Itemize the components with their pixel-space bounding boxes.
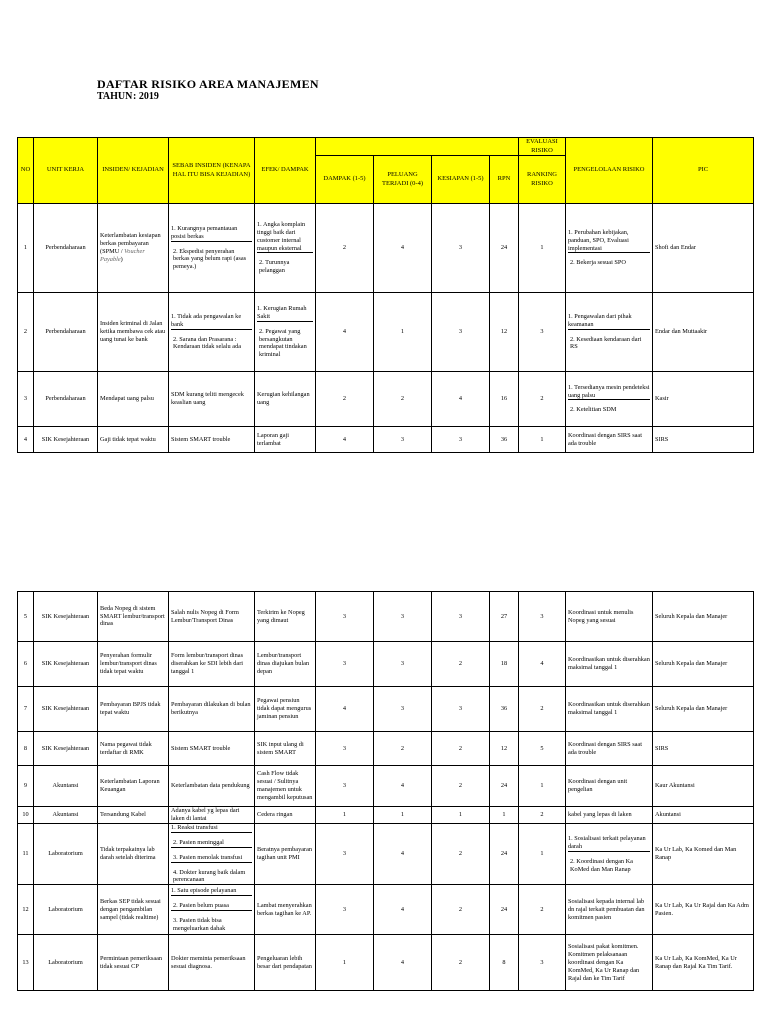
cell-no: 8	[18, 732, 34, 766]
cell-efek-line: Pengeluaran lebih besar dari pendapatan	[257, 954, 312, 970]
cell-pic: Kaur Akuntansi	[653, 766, 754, 807]
cell-efek	[255, 885, 316, 935]
cell-ranking: 4	[519, 642, 566, 687]
cell-rpn: 36	[490, 687, 519, 732]
cell-efek-line: 2. Pegawai yang bersangkutan mendapat tindakan kriminal	[257, 321, 313, 359]
cell-unit: SIK Kesejahteraan	[34, 592, 98, 642]
cell-insiden: Tidak terpakainya lab darah setelah diterima	[98, 824, 169, 885]
cell-pengelolaan-line: Koordinasikan untuk diserahkan maksimal tanggal 1	[568, 701, 650, 716]
cell-pic: SIRS	[653, 732, 754, 766]
cell-unit: SIK Kesejahteraan	[34, 642, 98, 687]
cell-pengelolaan-line: 1. Pengawalan dari pihak keamanan	[568, 312, 632, 328]
table-row	[18, 732, 754, 766]
cell-pengelolaan-line: Koordinasi dengan unit pengelian	[568, 778, 628, 793]
table-row	[18, 592, 754, 642]
cell-pic: Ka Ur Lab, Ka Komed dan Man Ranap	[653, 824, 754, 885]
header-efek: EFEK/ DAMPAK	[255, 138, 316, 204]
cell-unit: Laboratorium	[34, 885, 98, 935]
cell-sebab	[169, 732, 255, 766]
cell-rpn: 16	[490, 372, 519, 427]
cell-dampak: 3	[316, 642, 374, 687]
cell-efek-line: Cedera ringan	[257, 811, 293, 819]
cell-efek-line: Laporan gaji terlambat	[257, 431, 289, 447]
cell-rpn: 24	[490, 885, 519, 935]
cell-pic: Shofi dan Endar	[653, 204, 754, 293]
header-rpn: RPN	[490, 156, 519, 204]
cell-sebab-line: 2. Pasien belum puasa	[171, 895, 252, 910]
cell-pengelolaan-line: 2. Kesediaan kendaraan dari RS	[568, 329, 650, 352]
cell-pengelolaan	[566, 766, 653, 807]
cell-peluang: 4	[374, 935, 432, 991]
cell-pengelolaan	[566, 372, 653, 427]
cell-sebab-line: Sistem SMART trouble	[171, 435, 231, 443]
cell-pic: Seluruh Kepala dan Manajer	[653, 642, 754, 687]
cell-pic: Ka Ur Lab, Ka Ur Rajal dan Ka Adm Pasien.	[653, 885, 754, 935]
cell-ranking: 2	[519, 885, 566, 935]
cell-unit: Perbendaharaan	[34, 372, 98, 427]
header-kesiapan: KESIAPAN (1-5)	[432, 156, 490, 204]
cell-pengelolaan	[566, 204, 653, 293]
cell-pengelolaan	[566, 935, 653, 991]
cell-dampak: 3	[316, 732, 374, 766]
cell-sebab	[169, 427, 255, 453]
cell-kesiapan: 3	[432, 687, 490, 732]
cell-rpn: 12	[490, 732, 519, 766]
cell-insiden: Penyerahan formulir lembur/transport dinas tidak tepat waktu	[98, 642, 169, 687]
cell-sebab-line: 1. Satu episode pelayanan	[171, 887, 237, 895]
cell-ranking: 3	[519, 592, 566, 642]
header-dampak: DAMPAK (1-5)	[316, 156, 374, 204]
cell-pengelolaan	[566, 592, 653, 642]
cell-sebab-line: SDM kurang teliti mengecek keaslian uang	[171, 391, 244, 406]
cell-peluang: 3	[374, 642, 432, 687]
cell-kesiapan: 3	[432, 427, 490, 453]
year-value: : 2019	[133, 91, 159, 102]
cell-no: 4	[18, 427, 34, 453]
cell-insiden: Keterlambatan Laporan Keuangan	[98, 766, 169, 807]
cell-sebab-line: 3. Pasien tidak bisa mengeluarkan dahak	[171, 910, 252, 933]
cell-efek	[255, 687, 316, 732]
cell-pengelolaan-line: Koordinasikan untuk diserahkan maksimal tanggal 1	[568, 656, 650, 671]
cell-pengelolaan	[566, 427, 653, 453]
cell-kesiapan: 3	[432, 293, 490, 372]
cell-sebab-line: Salah nulis Nopeg di Form Lembur/Transport Dinas	[171, 608, 239, 624]
cell-sebab	[169, 824, 255, 885]
cell-ranking: 3	[519, 935, 566, 991]
cell-efek	[255, 204, 316, 293]
header-row-top	[18, 138, 754, 156]
cell-kesiapan: 1	[432, 807, 490, 824]
cell-no: 1	[18, 204, 34, 293]
cell-sebab-line: 3. Pasien menolak transfusi	[171, 847, 252, 862]
cell-pic: SIRS	[653, 427, 754, 453]
cell-no: 12	[18, 885, 34, 935]
cell-efek-line: Beratnya pembayaran tagihan unit PMI	[257, 846, 313, 862]
cell-efek-line: Pegawai pensiun tidak dapat mengurus jaminan pensiun	[257, 697, 312, 720]
cell-insiden: Beda Nopeg di sistem SMART lembur/transport dinas	[98, 592, 169, 642]
cell-peluang: 4	[374, 204, 432, 293]
cell-sebab-line: Dokter meminta pemeriksaan sesuai diagnosa.	[171, 954, 246, 970]
cell-peluang: 2	[374, 372, 432, 427]
cell-pengelolaan-line: kabel yang lepas di laken	[568, 811, 632, 819]
cell-no: 2	[18, 293, 34, 372]
table-row	[18, 885, 754, 935]
cell-efek	[255, 935, 316, 991]
cell-pengelolaan-line: Koordinasi dengan SIRS saat ada trouble	[568, 740, 642, 756]
cell-sebab	[169, 642, 255, 687]
cell-dampak: 1	[316, 807, 374, 824]
cell-pengelolaan	[566, 732, 653, 766]
table-row	[18, 824, 754, 885]
cell-peluang: 2	[374, 732, 432, 766]
cell-pic: Kasir	[653, 372, 754, 427]
cell-pengelolaan-line: Koordinasi untuk menulis Nopeg yang sesuai	[568, 608, 634, 624]
cell-unit: SIK Kesejahteraan	[34, 732, 98, 766]
cell-no: 5	[18, 592, 34, 642]
cell-pengelolaan-line: 2. Ketelitian SDM	[568, 399, 650, 414]
cell-efek-line: SIK input ulang di sistem SMART	[257, 740, 304, 756]
cell-ranking: 1	[519, 204, 566, 293]
cell-rpn: 18	[490, 642, 519, 687]
cell-pic: Akuntansi	[653, 807, 754, 824]
cell-unit: Laboratorium	[34, 935, 98, 991]
cell-peluang: 4	[374, 766, 432, 807]
cell-pengelolaan-line: 1. Tersedianya mesin pendeteksi uang palsu	[568, 383, 650, 399]
cell-ranking: 1	[519, 824, 566, 885]
cell-sebab-line: 1. Reaksi transfusi	[171, 824, 218, 831]
cell-kesiapan: 4	[432, 372, 490, 427]
header-no: NO	[18, 138, 34, 204]
header-blank	[316, 138, 519, 156]
table-row	[18, 807, 754, 824]
cell-kesiapan: 2	[432, 732, 490, 766]
cell-ranking: 3	[519, 293, 566, 372]
cell-rpn: 12	[490, 293, 519, 372]
cell-pengelolaan	[566, 642, 653, 687]
cell-efek	[255, 592, 316, 642]
cell-dampak: 1	[316, 935, 374, 991]
cell-sebab	[169, 885, 255, 935]
cell-pengelolaan	[566, 807, 653, 824]
cell-sebab	[169, 807, 255, 824]
cell-unit: SIK Kesejahteraan	[34, 427, 98, 453]
header-sebab: SEBAB INSIDEN (KENAPA HAL ITU BISA KEJADIAN)	[169, 138, 255, 204]
risk-table-top	[17, 137, 754, 453]
cell-peluang: 4	[374, 824, 432, 885]
table-row	[18, 766, 754, 807]
cell-peluang: 1	[374, 807, 432, 824]
year-label: TAHUN	[97, 91, 133, 102]
cell-no: 9	[18, 766, 34, 807]
cell-dampak: 4	[316, 687, 374, 732]
cell-insiden: Pembayaran BPJS tidak tepat waktu	[98, 687, 169, 732]
cell-dampak: 3	[316, 766, 374, 807]
header-pic: PIC	[653, 138, 754, 204]
header-peluang: PELUANG TERJADI (0-4)	[374, 156, 432, 204]
cell-efek	[255, 427, 316, 453]
cell-ranking: 2	[519, 807, 566, 824]
cell-kesiapan: 2	[432, 766, 490, 807]
cell-efek	[255, 293, 316, 372]
cell-dampak: 2	[316, 204, 374, 293]
cell-kesiapan: 2	[432, 885, 490, 935]
cell-rpn: 1	[490, 807, 519, 824]
cell-no: 7	[18, 687, 34, 732]
cell-rpn: 24	[490, 766, 519, 807]
cell-insiden: Tersandung Kabel	[98, 807, 169, 824]
cell-pengelolaan	[566, 824, 653, 885]
header-insiden: INSIDEN/ KEJADIAN	[98, 138, 169, 204]
cell-pengelolaan-line: 1. Perubahan kebijakan, panduan, SPO, Evaluasi implementasi	[568, 228, 629, 252]
cell-pengelolaan-line: 1. Sosialisasi terkait pelayanan darah	[568, 834, 646, 850]
cell-pengelolaan	[566, 885, 653, 935]
cell-pic: Seluruh Kepala dan Manajer	[653, 687, 754, 732]
cell-efek	[255, 824, 316, 885]
cell-rpn: 24	[490, 824, 519, 885]
cell-insiden: Berkas SEP tidak sesuai dengan pengambilan sampel (tidak realtime)	[98, 885, 169, 935]
cell-peluang: 3	[374, 687, 432, 732]
cell-pengelolaan-line: Sosialisasi kepada internal lab dn rajal terkait pembuatan dan komitmen pasien	[568, 898, 645, 921]
cell-ranking: 2	[519, 687, 566, 732]
cell-no: 13	[18, 935, 34, 991]
cell-sebab-line: Adanya kabel yg lepas dari laken di lantai	[171, 807, 240, 822]
cell-rpn: 24	[490, 204, 519, 293]
cell-sebab	[169, 935, 255, 991]
risk-table-bottom	[17, 591, 754, 991]
cell-efek	[255, 766, 316, 807]
cell-kesiapan: 3	[432, 592, 490, 642]
cell-sebab	[169, 372, 255, 427]
cell-efek-line: Terkirim ke Nopeg yang dimaut	[257, 608, 305, 624]
cell-pengelolaan-line: Koordinasi dengan SIRS saat ada trouble	[568, 431, 642, 447]
table-row	[18, 427, 754, 453]
cell-sebab-line: 4. Dokter kurang baik dalam perencanaan	[171, 862, 252, 885]
cell-no: 6	[18, 642, 34, 687]
cell-kesiapan: 2	[432, 935, 490, 991]
table-row	[18, 293, 754, 372]
cell-no: 11	[18, 824, 34, 885]
cell-unit: Perbendaharaan	[34, 204, 98, 293]
cell-sebab-line: Sistem SMART trouble	[171, 744, 231, 752]
cell-sebab-line: 1. Tidak ada pengawalan ke bank	[171, 312, 242, 328]
cell-rpn: 8	[490, 935, 519, 991]
table-row	[18, 372, 754, 427]
cell-insiden: Nama pegawai tidak terdaftar di RMK	[98, 732, 169, 766]
cell-sebab	[169, 293, 255, 372]
cell-no: 3	[18, 372, 34, 427]
cell-rpn: 27	[490, 592, 519, 642]
cell-efek	[255, 807, 316, 824]
cell-insiden: Keterlambatan kesiapan berkas pembayaran (SPMU / Voucher Payable)	[98, 204, 169, 293]
cell-dampak: 3	[316, 592, 374, 642]
cell-unit: Akuntansi	[34, 766, 98, 807]
cell-pengelolaan-line: 2. Bekerja sesuai SPO	[568, 252, 650, 267]
cell-ranking: 1	[519, 766, 566, 807]
cell-sebab-line: Pembayaran dilakukan di bulan berikutnya	[171, 701, 251, 716]
cell-kesiapan: 3	[432, 204, 490, 293]
year-line	[97, 91, 159, 102]
cell-dampak: 3	[316, 824, 374, 885]
cell-ranking: 1	[519, 427, 566, 453]
cell-sebab-line: Form lembur/transport dinas diserahkan ke SDI lebih dari tanggal 1	[171, 652, 244, 675]
header-unit: UNIT KERJA	[34, 138, 98, 204]
cell-peluang: 3	[374, 427, 432, 453]
cell-ranking: 5	[519, 732, 566, 766]
cell-efek-line: Cash Flow tidak sesuai / Sulitnya manajemen untuk mengambil keputusan	[257, 770, 313, 801]
cell-efek-line: 1. Kerugian Rumah Sakit	[257, 304, 307, 320]
cell-unit: SIK Kesejahteraan	[34, 687, 98, 732]
cell-efek	[255, 642, 316, 687]
cell-sebab	[169, 592, 255, 642]
cell-pic: Ka Ur Lab, Ka KomMed, Ka Ur Ranap dan Rajal Ka Tim Tarif.	[653, 935, 754, 991]
cell-pengelolaan-line: Sosialisasi pakat komitmen. Komitmen pelaksanaan koordinasi dengan Ka KomMed, Ka Ur Ranap dan Rajal dan ke Tim Tarif	[568, 943, 640, 982]
cell-insiden: Mendapat uang palsu	[98, 372, 169, 427]
cell-sebab-line: 2. Pasien meninggal	[171, 832, 252, 847]
cell-dampak: 4	[316, 427, 374, 453]
cell-sebab	[169, 766, 255, 807]
cell-dampak: 4	[316, 293, 374, 372]
header-evaluasi: EVALUASI RISIKO	[519, 138, 566, 156]
cell-insiden: Permintaan pemeriksaan tidak sesuai CP	[98, 935, 169, 991]
cell-pengelolaan	[566, 687, 653, 732]
cell-peluang: 1	[374, 293, 432, 372]
cell-insiden-italic: Voucher Payable	[100, 248, 145, 263]
cell-peluang: 4	[374, 885, 432, 935]
cell-kesiapan: 2	[432, 824, 490, 885]
cell-efek-line: Kerugian kehilangan uang	[257, 391, 310, 406]
cell-ranking: 2	[519, 372, 566, 427]
cell-unit: Perbendaharaan	[34, 293, 98, 372]
cell-unit: Akuntansi	[34, 807, 98, 824]
table-row	[18, 687, 754, 732]
cell-dampak: 3	[316, 885, 374, 935]
cell-sebab	[169, 204, 255, 293]
cell-pic: Seluruh Kepala dan Manajer	[653, 592, 754, 642]
header-pengelolaan: PENGELOLAAN RISIKO	[566, 138, 653, 204]
cell-efek	[255, 372, 316, 427]
cell-pengelolaan	[566, 293, 653, 372]
cell-sebab-line: Keterlambatan data pendukung	[171, 782, 250, 790]
cell-rpn: 36	[490, 427, 519, 453]
cell-efek-line: 1. Angka komplain tinggi baik dari customer internal maupun eksternal	[257, 220, 306, 252]
cell-sebab-line: 1. Kurangnya pemantauan posisi berkas	[171, 224, 238, 240]
cell-sebab-line: 2. Sarana dan Prasarana : Kendaraan tidak selalu ada	[171, 329, 252, 352]
table-row	[18, 204, 754, 293]
cell-sebab	[169, 687, 255, 732]
cell-efek	[255, 732, 316, 766]
cell-pengelolaan-line: 2. Koordinasi dengan Ka KoMed dan Man Ranap	[568, 851, 650, 874]
page-title: DAFTAR RISIKO AREA MANAJEMEN	[97, 77, 319, 91]
cell-unit: Laboratorium	[34, 824, 98, 885]
cell-kesiapan: 2	[432, 642, 490, 687]
cell-insiden: Gaji tidak tepat waktu	[98, 427, 169, 453]
cell-sebab-line: 2. Ekspedisi penyerahan berkas yang belum rapi (asas pemeya.)	[171, 241, 252, 272]
table-row	[18, 642, 754, 687]
cell-efek-line: Lambat menyerahkan berkas tagihan ke AP.	[257, 901, 312, 917]
cell-dampak: 2	[316, 372, 374, 427]
cell-efek-line: 2. Turunnya pelanggan	[257, 252, 313, 275]
cell-insiden: Insiden kriminal di Jalan ketika membawa cek atau uang tunai ke bank	[98, 293, 169, 372]
cell-no: 10	[18, 807, 34, 824]
table-row	[18, 935, 754, 991]
cell-pic: Endar dan Muttaakir	[653, 293, 754, 372]
header-ranking: RANKING RISIKO	[519, 156, 566, 204]
cell-efek-line: Lembur/transport dinas diajukan bulan depan	[257, 652, 310, 675]
cell-peluang: 3	[374, 592, 432, 642]
